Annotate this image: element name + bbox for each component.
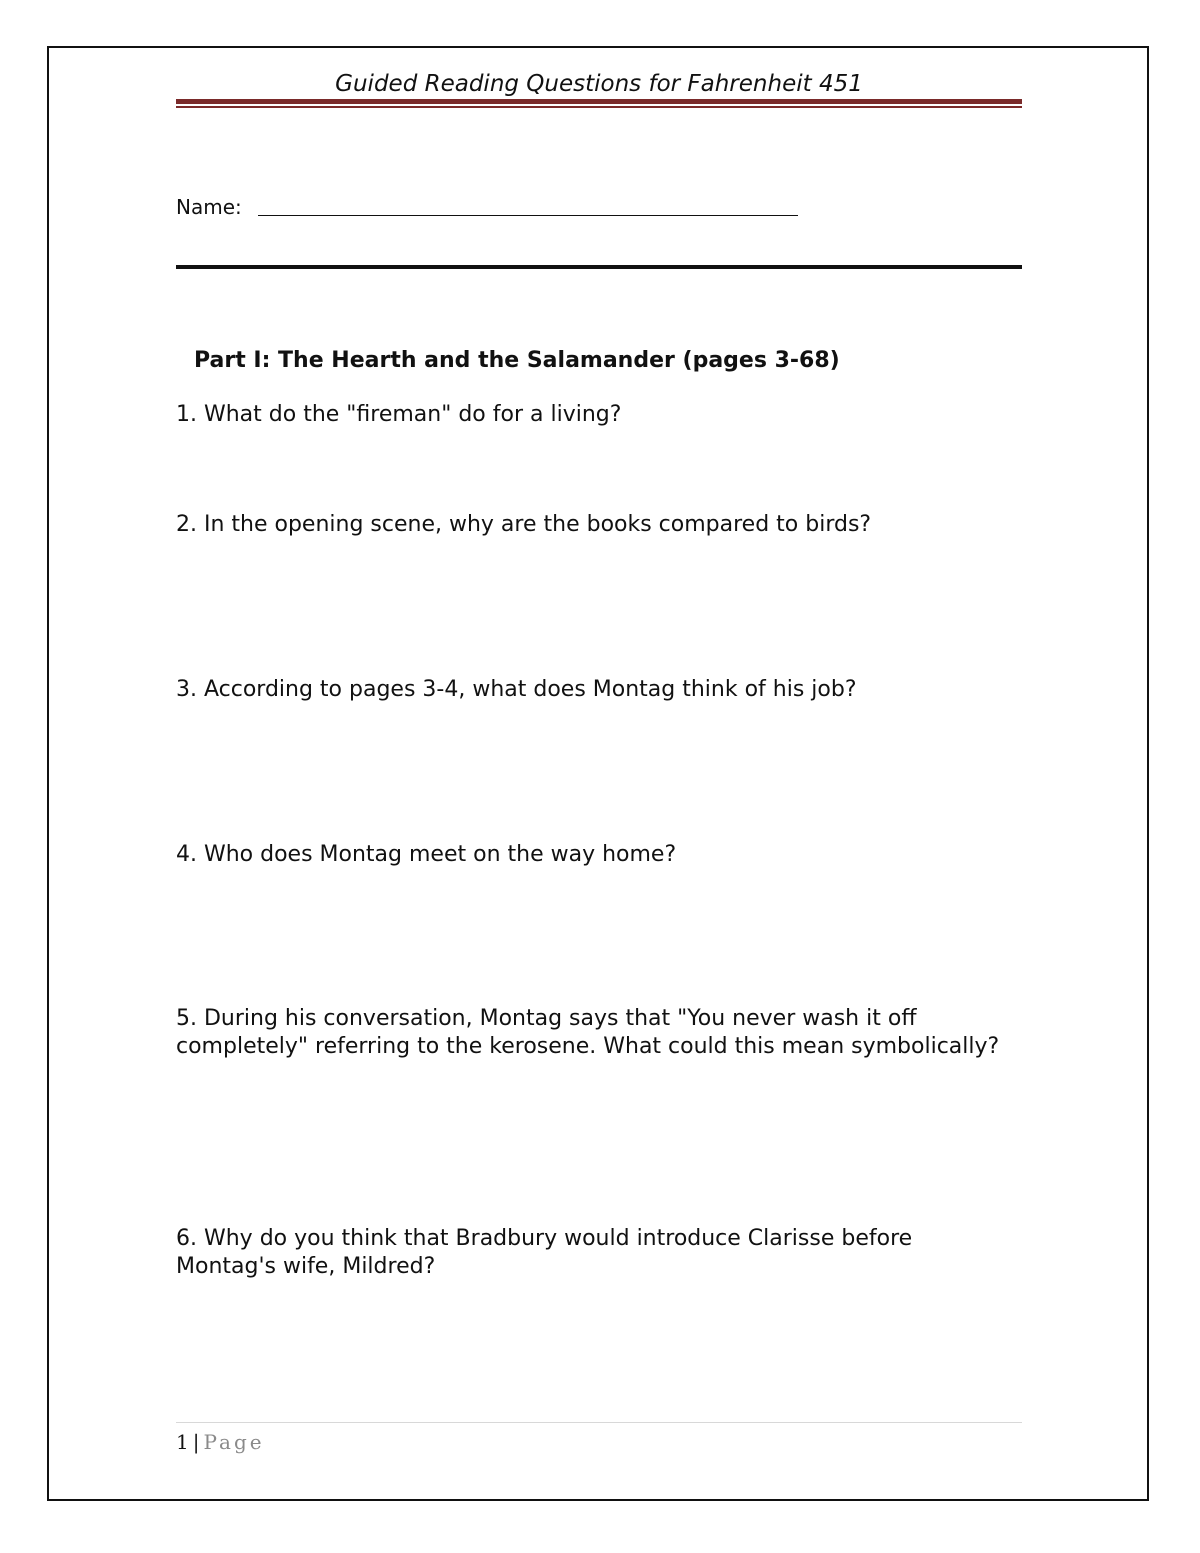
header-rule-thick bbox=[176, 99, 1022, 104]
name-blank-line[interactable] bbox=[258, 215, 798, 216]
section-divider bbox=[176, 265, 1022, 269]
part-heading: Part I: The Hearth and the Salamander (pages 3-68) bbox=[194, 348, 840, 373]
page-number: 1 bbox=[176, 1430, 189, 1454]
question-5: 5. During his conversation, Montag says that "You never wash it off completely" referring to the kerosene. What could this mean symbolically? bbox=[176, 1006, 1000, 1059]
question-6: 6. Why do you think that Bradbury would introduce Clarisse before Montag's wife, Mildred? bbox=[176, 1226, 913, 1279]
page-label: Page bbox=[203, 1430, 265, 1454]
question-3: 3. According to pages 3-4, what does Montag think of his job? bbox=[176, 677, 857, 702]
name-label: Name: bbox=[176, 195, 242, 219]
page-footer bbox=[176, 1428, 265, 1456]
question-1: 1. What do the "fireman" do for a living? bbox=[176, 402, 622, 427]
header-rule-thin bbox=[176, 106, 1022, 108]
document-header-title: Guided Reading Questions for Fahrenheit 451 bbox=[335, 71, 863, 97]
footer-rule bbox=[176, 1422, 1022, 1423]
name-row bbox=[176, 190, 798, 220]
footer-separator: | bbox=[192, 1430, 200, 1454]
question-2: 2. In the opening scene, why are the books compared to birds? bbox=[176, 512, 872, 537]
question-4: 4. Who does Montag meet on the way home? bbox=[176, 842, 677, 867]
